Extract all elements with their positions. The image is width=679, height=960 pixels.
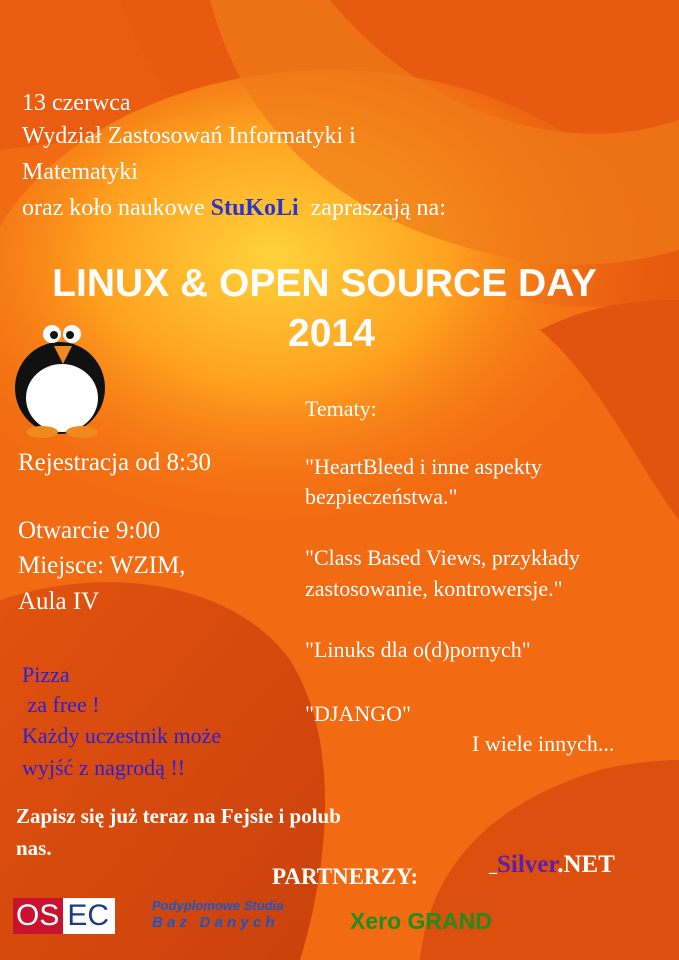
- silver-word: Silver: [497, 851, 558, 878]
- invitation-post: zapraszają na:: [298, 195, 446, 221]
- xero-grand-logo: Xero GRAND: [350, 908, 492, 934]
- more-topics: I wiele innych...: [472, 731, 615, 756]
- topics-heading: Tematy:: [305, 396, 377, 421]
- event-date: 13 czerwca: [22, 90, 131, 116]
- penguin-icon: [10, 316, 110, 441]
- topic-2-cont: zastosowanie, kontrowersje.": [305, 576, 563, 601]
- prize-line-cont: wyjść z nagrodą !!: [22, 755, 186, 780]
- invitation-line: [22, 195, 446, 222]
- osec-logo-ec: EC: [63, 898, 115, 934]
- studia-logo-line2: B a z D a n y c h: [152, 914, 275, 931]
- silver-prefix: _: [489, 859, 497, 876]
- osec-logo: [13, 898, 125, 934]
- signup-cta: Zapisz się już teraz na Fejsie i polub: [16, 804, 341, 828]
- signup-cta-cont: nas.: [16, 836, 52, 860]
- organizer-line-cont: Matematyki: [22, 159, 138, 185]
- opening-time: Otwarcie 9:00: [18, 517, 161, 544]
- prize-line: Każdy uczestnik może: [22, 723, 222, 748]
- event-year: 2014: [288, 312, 375, 355]
- registration-time: Rejestracja od 8:30: [18, 449, 211, 476]
- studia-logo-line1: Podyplomowe Studia: [152, 898, 284, 913]
- pizza-line: Pizza: [22, 662, 70, 687]
- invitation-pre: oraz koło naukowe: [22, 195, 211, 221]
- topic-3: "Linuks dla o(d)pornych": [305, 637, 531, 662]
- net-word: .NET: [557, 851, 615, 878]
- topic-2: "Class Based Views, przykłady: [305, 545, 580, 570]
- silver-net-logo: [489, 851, 615, 879]
- topic-1-cont: bezpieczeństwa.": [305, 484, 458, 509]
- partners-heading: PARTNERZY:: [272, 864, 419, 889]
- topic-1: "HeartBleed i inne aspekty: [305, 454, 542, 479]
- venue-room: Aula IV: [18, 588, 100, 615]
- event-title: LINUX & OPEN SOURCE DAY: [52, 262, 597, 305]
- stukoli-brand: StuKoLi: [210, 195, 299, 221]
- pizza-free: za free !: [22, 692, 100, 717]
- organizer-line: Wydział Zastosowań Informatyki i: [22, 123, 356, 149]
- topic-4: "DJANGO": [305, 701, 411, 726]
- venue: Miejsce: WZIM,: [18, 552, 186, 579]
- osec-logo-os: OS: [13, 898, 63, 934]
